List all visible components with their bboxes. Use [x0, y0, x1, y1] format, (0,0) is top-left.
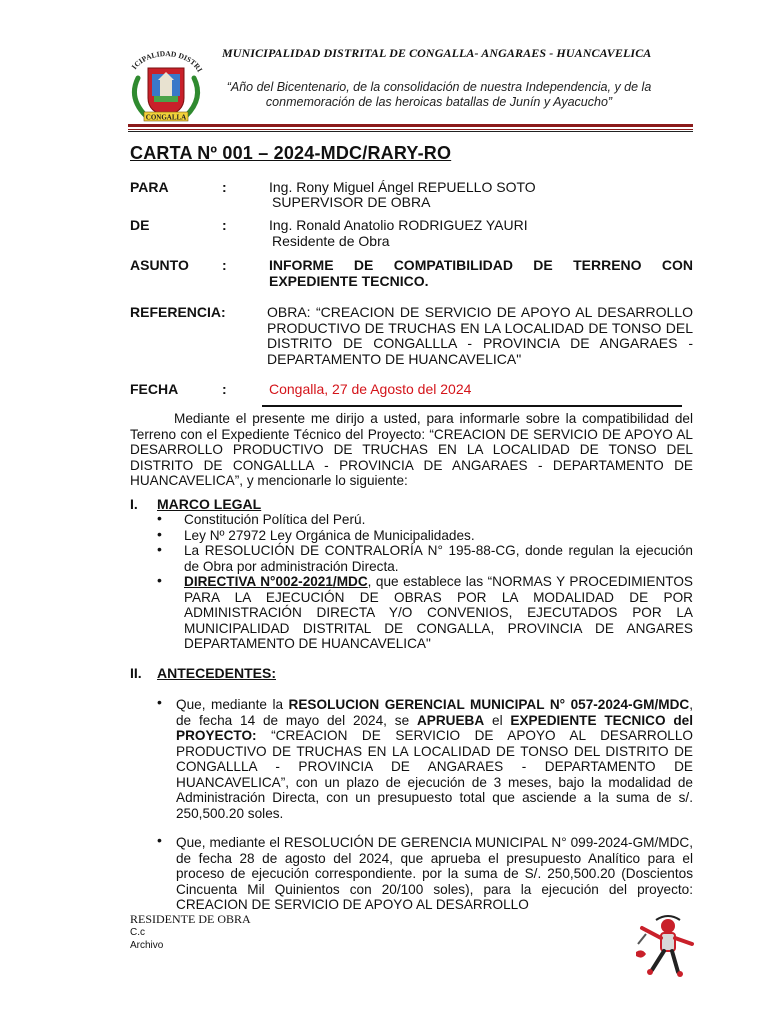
header-rule [128, 124, 693, 127]
antecedent-item-1 [176, 697, 693, 821]
municipal-shield-logo [124, 42, 208, 126]
list-item: Ley Nº 27972 Ley Orgánica de Municipalidades. [184, 528, 475, 543]
directive-code: DIRECTIVA N°002-2021/MDC [184, 574, 368, 589]
footer-block [130, 913, 251, 952]
year-motto: “Año del Bicentenario, de la consolidación de nuestra Independencia, y de la conmemoración de las heroicas batallas de Junín y Ayacucho” [226, 80, 652, 109]
logo-banner-text: CONGALLA [145, 113, 187, 122]
from-colon: : [222, 217, 227, 233]
antecedent-text: Que, mediante la [176, 697, 289, 712]
directive-item [184, 574, 693, 652]
section1-number: I. [130, 496, 138, 512]
date-label: FECHA [130, 381, 179, 397]
from-label: DE [130, 217, 150, 233]
from-role: Residente de Obra [272, 233, 390, 249]
approval-keyword: APRUEBA [416, 712, 485, 728]
bullet-icon: • [157, 694, 162, 710]
reference-text: OBRA: “CREACION DE SERVICIO DE APOYO AL DESARROLLO PRODUCTIVO DE TRUCHAS EN LA LOCALIDAD DE TONSO DEL DISTRITO DE CONGALLLA - PROVINCIA DE ANGARAES - DEPARTAMENTO DE HUANCAVELICA" [267, 304, 693, 367]
section1-title: MARCO LEGAL [157, 496, 262, 512]
subject-colon: : [222, 257, 227, 273]
section2-title: ANTECEDENTES: [157, 665, 277, 681]
bullet-icon: • [157, 541, 162, 557]
header-rule-thin [128, 129, 693, 130]
header-rule-dark [128, 131, 693, 132]
bullet-icon: • [157, 572, 162, 588]
subject-label: ASUNTO [130, 257, 189, 273]
logo-arc-text: ICIPALIDAD DISTRI [129, 49, 205, 74]
antecedent-text: el [484, 712, 511, 728]
to-colon: : [222, 179, 227, 195]
bullet-icon: • [157, 510, 162, 526]
date-text: Congalla, 27 de Agosto del 2024 [269, 381, 472, 397]
antecedent-text: “CREACION DE SERVICIO DE APOYO AL DESARROLLO PRODUCTIVO DE TRUCHAS EN LA LOCALIDAD DE TONSO DEL DISTRITO DE CONGALLLA - PROVINCIA DE ANGARAES - DEPARTAMENTO DE HUANCAVELICA”, con un plazo de ejecución de 3 meses, bajo la modalidad de Administración Directa, con un presupuesto total que asciende a la suma de s/. 250,500.20 soles. [176, 728, 693, 821]
list-item: Constitución Política del Perú. [184, 512, 366, 527]
bullet-icon: • [157, 832, 162, 848]
directive-text: , que establece las “NORMAS Y PROCEDIMIENTOS PARA LA EJECUCIÓN DE OBRAS POR LA MODALIDAD DE POR ADMINISTRACIÓN DIRECTA Y/O CONVENIOS, EJECUTADOS POR LA MUNICIPALIDAD DISTRITAL DE CONGALLA, PROVINCIA DE ANGARES DEPARTAMENTO DE HUANCAVELICA" [184, 574, 693, 651]
to-role: SUPERVISOR DE OBRA [272, 194, 431, 210]
date-underline [262, 405, 682, 407]
bullet-icon: • [157, 526, 162, 542]
date-colon: : [222, 381, 227, 397]
letter-title: CARTA Nº 001 – 2024-MDC/RARY-RO [130, 143, 452, 163]
from-name: Ing. Ronald Anatolio RODRIGUEZ YAURI [269, 217, 528, 233]
antecedent-item-2: Que, mediante el RESOLUCIÓN DE GERENCIA MUNICIPAL N° 099-2024-GM/MDC, de fecha 28 de agosto del 2024, que aprueba el presupuesto Analítico para el proceso de ejecución correspondiente. por la suma de S/. 250,500.20 (Doscientos Cincuenta Mil Quinientos con 20/100 soles), para la ejecución del proyecto: CREACION DE SERVICIO DE APOYO AL DESARROLLO [176, 835, 693, 912]
resolution-number: RESOLUCION GERENCIAL MUNICIPAL N° 057-2024-GM/MDC [288, 697, 690, 712]
footer-archive: Archivo [130, 940, 164, 951]
list-item: La RESOLUCIÓN DE CONTRALORÍA N° 195-88-CG, donde regulan la ejecución de Obra por administración Directa. [184, 543, 693, 574]
to-name: Ing. Rony Miguel Ángel REPUELLO SOTO [269, 179, 536, 195]
to-label: PARA [130, 179, 169, 195]
antecedent-text: , de fecha 14 de mayo del 2024, se [176, 697, 693, 728]
subject-text: INFORME DE COMPATIBILIDAD DE TERRENO CON EXPEDIENTE TECNICO. [269, 257, 693, 289]
footer-signature-role: RESIDENTE DE OBRA [130, 912, 251, 926]
footer-cc: C.c [130, 927, 145, 938]
section2-number: II. [130, 665, 142, 681]
project-heading: EXPEDIENTE TECNICO del PROYECTO: [176, 712, 693, 743]
institution-name: MUNICIPALIDAD DISTRITAL DE CONGALLA- ANGARAES - HUANCAVELICA [222, 46, 652, 60]
scissors-dancer-icon [628, 914, 698, 978]
intro-paragraph: Mediante el presente me dirijo a usted, para informarle sobre la compatibilidad del Terreno con el Expediente Técnico del Proyecto: “CREACION DE SERVICIO DE APOYO AL DESARROLLO PRODUCTIVO DE TRUCHAS EN LA LOCALIDAD DE TONSO DEL DISTRITO DE CONGALLLA - PROVINCIA DE ANGARAES - DEPARTAMENTO DE HUANCAVELICA”, y mencionarle lo siguiente: [130, 411, 693, 488]
reference-label: REFERENCIA: [130, 304, 226, 320]
